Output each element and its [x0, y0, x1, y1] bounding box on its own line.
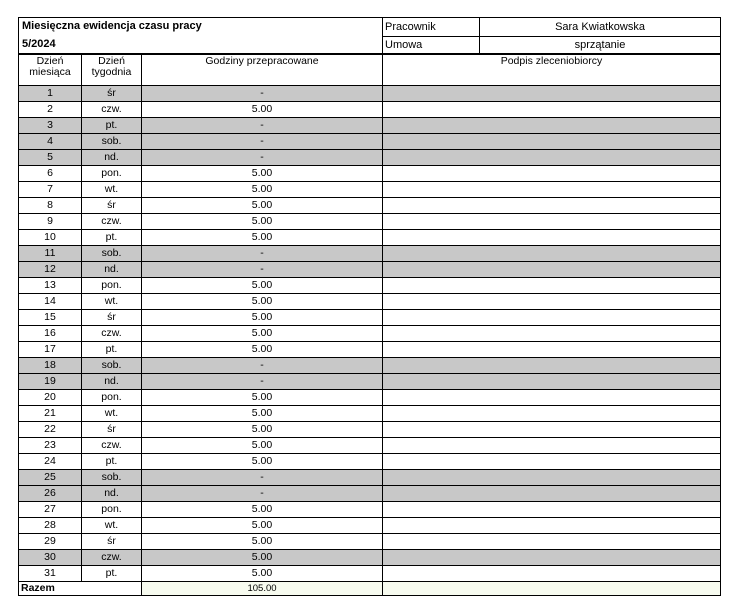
day-cell: 7	[19, 182, 82, 198]
employee-label: Pracownik	[383, 18, 480, 37]
table-row	[19, 342, 721, 358]
signature-cell	[383, 358, 721, 374]
hours-cell: 5.00	[142, 326, 383, 342]
column-header-weekday: Dzień tygodnia	[82, 54, 142, 86]
total-row	[19, 582, 721, 596]
weekday-cell: wt.	[82, 294, 142, 310]
signature-cell	[383, 182, 721, 198]
weekday-cell: pon.	[82, 166, 142, 182]
hours-cell: 5.00	[142, 454, 383, 470]
signature-cell	[383, 454, 721, 470]
weekday-cell: sob.	[82, 134, 142, 150]
day-cell: 18	[19, 358, 82, 374]
weekday-cell: śr	[82, 198, 142, 214]
weekday-cell: nd.	[82, 262, 142, 278]
table-row	[19, 470, 721, 486]
hours-cell: -	[142, 86, 383, 102]
signature-cell	[383, 262, 721, 278]
column-header-row	[19, 54, 721, 86]
signature-cell	[383, 214, 721, 230]
title-period: 5/2024	[22, 38, 56, 50]
day-cell: 15	[19, 310, 82, 326]
table-row	[19, 198, 721, 214]
weekday-cell: czw.	[82, 102, 142, 118]
hours-cell: -	[142, 374, 383, 390]
hours-cell: 5.00	[142, 502, 383, 518]
weekday-cell: śr	[82, 310, 142, 326]
weekday-cell: pon.	[82, 390, 142, 406]
weekday-cell: sob.	[82, 358, 142, 374]
hours-cell: -	[142, 118, 383, 134]
weekday-cell: nd.	[82, 150, 142, 166]
weekday-cell: pt.	[82, 118, 142, 134]
day-cell: 19	[19, 374, 82, 390]
signature-cell	[383, 230, 721, 246]
day-cell: 29	[19, 534, 82, 550]
hours-cell: 5.00	[142, 310, 383, 326]
hours-cell: 5.00	[142, 390, 383, 406]
signature-cell	[383, 518, 721, 534]
signature-cell	[383, 134, 721, 150]
hours-cell: -	[142, 262, 383, 278]
hours-cell: 5.00	[142, 534, 383, 550]
header-table	[18, 17, 721, 55]
signature-cell	[383, 278, 721, 294]
signature-cell	[383, 326, 721, 342]
table-row	[19, 246, 721, 262]
table-row	[19, 294, 721, 310]
hours-cell: -	[142, 150, 383, 166]
weekday-cell: śr	[82, 86, 142, 102]
signature-cell	[383, 294, 721, 310]
hours-cell: -	[142, 358, 383, 374]
weekday-cell: pt.	[82, 566, 142, 582]
total-label: Razem	[19, 582, 142, 596]
table-row	[19, 214, 721, 230]
signature-cell	[383, 422, 721, 438]
signature-cell	[383, 166, 721, 182]
hours-cell: 5.00	[142, 182, 383, 198]
weekday-cell: wt.	[82, 518, 142, 534]
table-row	[19, 406, 721, 422]
hours-cell: 5.00	[142, 566, 383, 582]
hours-cell: 5.00	[142, 102, 383, 118]
day-cell: 3	[19, 118, 82, 134]
day-cell: 8	[19, 198, 82, 214]
column-header-hours: Godziny przepracowane	[142, 54, 383, 86]
document-title	[19, 18, 383, 55]
signature-cell	[383, 118, 721, 134]
day-cell: 25	[19, 470, 82, 486]
weekday-cell: sob.	[82, 246, 142, 262]
table-row	[19, 118, 721, 134]
table-row	[19, 486, 721, 502]
day-cell: 6	[19, 166, 82, 182]
table-row	[19, 374, 721, 390]
hours-cell: 5.00	[142, 198, 383, 214]
day-cell: 28	[19, 518, 82, 534]
weekday-cell: nd.	[82, 486, 142, 502]
table-row	[19, 454, 721, 470]
column-header-day: Dzień miesiąca	[19, 54, 82, 86]
day-cell: 24	[19, 454, 82, 470]
day-cell: 14	[19, 294, 82, 310]
day-cell: 4	[19, 134, 82, 150]
hours-cell: 5.00	[142, 550, 383, 566]
hours-cell: 5.00	[142, 230, 383, 246]
table-row	[19, 438, 721, 454]
column-header-signature: Podpis zleceniobiorcy	[383, 54, 721, 86]
day-cell: 17	[19, 342, 82, 358]
hours-cell: 5.00	[142, 422, 383, 438]
day-cell: 12	[19, 262, 82, 278]
hours-cell: 5.00	[142, 438, 383, 454]
weekday-cell: śr	[82, 422, 142, 438]
hours-cell: -	[142, 470, 383, 486]
table-row	[19, 326, 721, 342]
signature-cell	[383, 342, 721, 358]
weekday-cell: sob.	[82, 470, 142, 486]
signature-cell	[383, 390, 721, 406]
table-row	[19, 422, 721, 438]
signature-cell	[383, 502, 721, 518]
signature-cell	[383, 102, 721, 118]
weekday-cell: czw.	[82, 438, 142, 454]
weekday-cell: pon.	[82, 278, 142, 294]
contract-value: sprzątanie	[480, 36, 721, 55]
table-row	[19, 230, 721, 246]
day-cell: 16	[19, 326, 82, 342]
day-cell: 10	[19, 230, 82, 246]
signature-cell	[383, 566, 721, 582]
weekday-cell: pt.	[82, 230, 142, 246]
employee-value: Sara Kwiatkowska	[480, 18, 721, 37]
table-row	[19, 502, 721, 518]
weekday-cell: nd.	[82, 374, 142, 390]
day-cell: 22	[19, 422, 82, 438]
signature-cell	[383, 486, 721, 502]
hours-cell: 5.00	[142, 342, 383, 358]
weekday-cell: wt.	[82, 406, 142, 422]
day-cell: 11	[19, 246, 82, 262]
table-row	[19, 358, 721, 374]
signature-cell	[383, 550, 721, 566]
signature-cell	[383, 86, 721, 102]
weekday-cell: czw.	[82, 214, 142, 230]
table-row	[19, 534, 721, 550]
hours-cell: -	[142, 486, 383, 502]
table-row	[19, 390, 721, 406]
table-row	[19, 262, 721, 278]
contract-label: Umowa	[383, 36, 480, 55]
signature-cell	[383, 198, 721, 214]
table-row	[19, 310, 721, 326]
table-row	[19, 566, 721, 582]
day-cell: 21	[19, 406, 82, 422]
hours-cell: -	[142, 246, 383, 262]
hours-cell: 5.00	[142, 214, 383, 230]
table-row	[19, 102, 721, 118]
table-row	[19, 518, 721, 534]
signature-cell	[383, 438, 721, 454]
day-cell: 2	[19, 102, 82, 118]
weekday-cell: czw.	[82, 326, 142, 342]
weekday-cell: pt.	[82, 342, 142, 358]
day-cell: 26	[19, 486, 82, 502]
signature-cell	[383, 470, 721, 486]
day-cell: 23	[19, 438, 82, 454]
day-cell: 1	[19, 86, 82, 102]
day-cell: 9	[19, 214, 82, 230]
hours-cell: 5.00	[142, 518, 383, 534]
weekday-cell: śr	[82, 534, 142, 550]
title-text: Miesięczna ewidencja czasu pracy	[22, 20, 202, 32]
table-row	[19, 550, 721, 566]
weekday-cell: wt.	[82, 182, 142, 198]
weekday-cell: czw.	[82, 550, 142, 566]
signature-cell	[383, 534, 721, 550]
table-row	[19, 182, 721, 198]
total-hours: 105.00	[142, 582, 383, 596]
hours-cell: -	[142, 134, 383, 150]
hours-cell: 5.00	[142, 278, 383, 294]
weekday-cell: pon.	[82, 502, 142, 518]
day-cell: 30	[19, 550, 82, 566]
hours-cell: 5.00	[142, 166, 383, 182]
table-row	[19, 150, 721, 166]
day-cell: 5	[19, 150, 82, 166]
timesheet-table	[18, 53, 721, 596]
signature-cell	[383, 246, 721, 262]
total-signature-cell	[383, 582, 721, 596]
signature-cell	[383, 374, 721, 390]
day-cell: 20	[19, 390, 82, 406]
hours-cell: 5.00	[142, 294, 383, 310]
signature-cell	[383, 310, 721, 326]
hours-cell: 5.00	[142, 406, 383, 422]
weekday-cell: pt.	[82, 454, 142, 470]
table-row	[19, 86, 721, 102]
day-cell: 13	[19, 278, 82, 294]
table-row	[19, 278, 721, 294]
signature-cell	[383, 406, 721, 422]
signature-cell	[383, 150, 721, 166]
table-row	[19, 134, 721, 150]
day-cell: 31	[19, 566, 82, 582]
day-cell: 27	[19, 502, 82, 518]
table-row	[19, 166, 721, 182]
